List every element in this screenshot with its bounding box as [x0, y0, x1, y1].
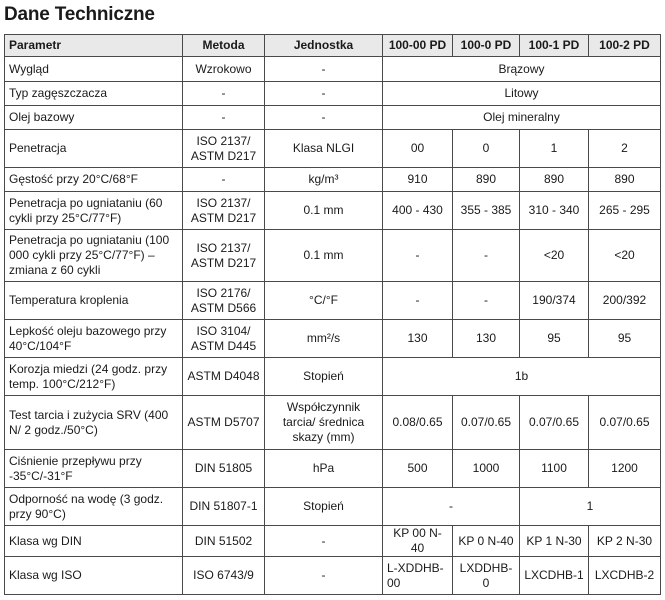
- value-cell-100-00: KP 00 N-40: [383, 526, 453, 557]
- unit-cell: -: [265, 106, 383, 130]
- value-cell: 1b: [383, 358, 661, 396]
- method-cell: DIN 51502: [183, 526, 265, 557]
- value-cell-100-1: 890: [520, 168, 589, 192]
- header-jednostka: Jednostka: [265, 35, 383, 57]
- value-cell-100-2: 265 - 295: [589, 192, 661, 230]
- table-row-penetracja-100000: [5, 230, 661, 282]
- value-cell-100-1: 1100: [520, 450, 589, 488]
- technical-data-table: [4, 34, 661, 595]
- table-row-odpornosc: [5, 488, 661, 526]
- unit-cell: Stopień: [265, 488, 383, 526]
- value-cell-100-0: 890: [453, 168, 520, 192]
- value-cell-100-2: 95: [589, 320, 661, 358]
- unit-cell: hPa: [265, 450, 383, 488]
- unit-cell: -: [265, 57, 383, 82]
- method-cell: ISO 2137/ ASTM D217: [183, 192, 265, 230]
- value-cell-100-0: 1000: [453, 450, 520, 488]
- method-cell: ISO 2137/ ASTM D217: [183, 130, 265, 168]
- value-cell-100-2: LXCDHB-2: [589, 557, 661, 595]
- table-row-cisnienie: [5, 450, 661, 488]
- unit-cell: -: [265, 526, 383, 557]
- param-cell: Gęstość przy 20°C/68°F: [5, 168, 183, 192]
- value-cell-100-0: 130: [453, 320, 520, 358]
- value-cell-100-1: 0.07/0.65: [520, 396, 589, 450]
- table-row-olej-bazowy: [5, 106, 661, 130]
- table-row-srv: [5, 396, 661, 450]
- param-cell: Odporność na wodę (3 godz. przy 90°C): [5, 488, 183, 526]
- value-cell-100-1: <20: [520, 230, 589, 282]
- value-cell-100-00: 500: [383, 450, 453, 488]
- table-row-gestosc: [5, 168, 661, 192]
- unit-cell: -: [265, 557, 383, 595]
- method-cell: ASTM D5707: [183, 396, 265, 450]
- method-cell: ISO 6743/9: [183, 557, 265, 595]
- value-cell-100-2: 0.07/0.65: [589, 396, 661, 450]
- method-cell: -: [183, 82, 265, 106]
- value-cell-100-1: 1: [520, 130, 589, 168]
- page-title: Dane Techniczne: [4, 4, 155, 25]
- value-cell-100-00: -: [383, 230, 453, 282]
- value-cell-100-2: <20: [589, 230, 661, 282]
- value-cell-100-2: 1200: [589, 450, 661, 488]
- header-100-00-pd: 100-00 PD: [383, 35, 453, 57]
- value-cell-100-1: 190/374: [520, 282, 589, 320]
- value-cell-100-1: 310 - 340: [520, 192, 589, 230]
- value-cell-100-2: 200/392: [589, 282, 661, 320]
- table-row-lepkosc: [5, 320, 661, 358]
- value-cell-100-00: -: [383, 282, 453, 320]
- value-cell-100-1: KP 1 N-30: [520, 526, 589, 557]
- value-cell: Litowy: [383, 82, 661, 106]
- value-cell-100-00: 910: [383, 168, 453, 192]
- method-cell: DIN 51805: [183, 450, 265, 488]
- value-cell: Brązowy: [383, 57, 661, 82]
- method-cell: -: [183, 106, 265, 130]
- table-row-penetracja-ugniatanie: [5, 192, 661, 230]
- value-cell-100-1: 95: [520, 320, 589, 358]
- table-row-penetracja: [5, 130, 661, 168]
- param-cell: Klasa wg DIN: [5, 526, 183, 557]
- value-cell-100-0: 0.07/0.65: [453, 396, 520, 450]
- unit-cell: °C/°F: [265, 282, 383, 320]
- param-cell: Penetracja po ugniataniu (100 000 cykli przy 25°C/77°F) – zmiana z 60 cykli: [5, 230, 183, 282]
- header-metoda: Metoda: [183, 35, 265, 57]
- unit-cell: Współczynnik tarcia/ średnica skazy (mm): [265, 396, 383, 450]
- value-cell-100-0: -: [453, 230, 520, 282]
- value-cell-100-00: 400 - 430: [383, 192, 453, 230]
- unit-cell: mm²/s: [265, 320, 383, 358]
- table-row-korozja: [5, 358, 661, 396]
- unit-cell: Stopień: [265, 358, 383, 396]
- method-cell: ISO 3104/ ASTM D445: [183, 320, 265, 358]
- unit-cell: 0.1 mm: [265, 192, 383, 230]
- unit-cell: -: [265, 82, 383, 106]
- table-row-wyglad: [5, 57, 661, 82]
- param-cell: Ciśnienie przepływu przy -35°C/-31°F: [5, 450, 183, 488]
- value-cell-100-2: 2: [589, 130, 661, 168]
- unit-cell: kg/m³: [265, 168, 383, 192]
- param-cell: Test tarcia i zużycia SRV (400 N/ 2 godz./50°C): [5, 396, 183, 450]
- value-cell-100-0: LXDDHB-0: [453, 557, 520, 595]
- value-cell-100-0: 0: [453, 130, 520, 168]
- value-cell-100-00: 00: [383, 130, 453, 168]
- header-parametr: Parametr: [5, 35, 183, 57]
- value-cell-100-00: 130: [383, 320, 453, 358]
- param-cell: Penetracja: [5, 130, 183, 168]
- value-cell-100-0: 355 - 385: [453, 192, 520, 230]
- param-cell: Olej bazowy: [5, 106, 183, 130]
- value-cell-100-2: KP 2 N-30: [589, 526, 661, 557]
- header-100-2-pd: 100-2 PD: [589, 35, 661, 57]
- value-cell-100-2: 890: [589, 168, 661, 192]
- method-cell: ASTM D4048: [183, 358, 265, 396]
- unit-cell: 0.1 mm: [265, 230, 383, 282]
- param-cell: Korozja miedzi (24 godz. przy temp. 100°C/212°F): [5, 358, 183, 396]
- method-cell: ISO 2176/ ASTM D566: [183, 282, 265, 320]
- table-header-row: [5, 35, 661, 57]
- value-cell-100-0: -: [453, 282, 520, 320]
- value-cell-100-1: LXCDHB-1: [520, 557, 589, 595]
- method-cell: Wzrokowo: [183, 57, 265, 82]
- param-cell: Penetracja po ugniataniu (60 cykli przy 25°C/77°F): [5, 192, 183, 230]
- param-cell: Wygląd: [5, 57, 183, 82]
- table-row-klasa-iso: [5, 557, 661, 595]
- unit-cell: Klasa NLGI: [265, 130, 383, 168]
- value-cell-100-1-100-2: 1: [520, 488, 661, 526]
- method-cell: -: [183, 168, 265, 192]
- param-cell: Typ zagęszczacza: [5, 82, 183, 106]
- method-cell: ISO 2137/ ASTM D217: [183, 230, 265, 282]
- table-row-klasa-din: [5, 526, 661, 557]
- header-100-0-pd: 100-0 PD: [453, 35, 520, 57]
- param-cell: Lepkość oleju bazowego przy 40°C/104°F: [5, 320, 183, 358]
- table-row-zageszczacz: [5, 82, 661, 106]
- method-cell: DIN 51807-1: [183, 488, 265, 526]
- value-cell-100-00-100-0: -: [383, 488, 520, 526]
- value-cell-100-00: 0.08/0.65: [383, 396, 453, 450]
- table-row-temperatura-kroplenia: [5, 282, 661, 320]
- value-cell: Olej mineralny: [383, 106, 661, 130]
- param-cell: Temperatura kroplenia: [5, 282, 183, 320]
- value-cell-100-00: L-XDDHB-00: [383, 557, 453, 595]
- header-100-1-pd: 100-1 PD: [520, 35, 589, 57]
- value-cell-100-0: KP 0 N-40: [453, 526, 520, 557]
- param-cell: Klasa wg ISO: [5, 557, 183, 595]
